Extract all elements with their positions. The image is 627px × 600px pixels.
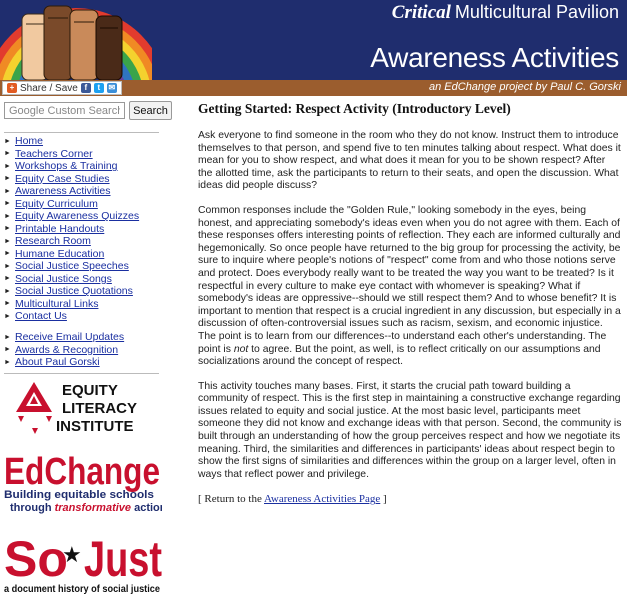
arrow-icon: ► [4, 225, 11, 233]
sidebar-item-handouts[interactable] [4, 223, 174, 236]
arrow-icon: ► [4, 333, 11, 341]
arrow-icon: ► [4, 312, 11, 320]
edchange-line1: Building equitable schools [4, 489, 154, 501]
arrow-icon: ► [4, 237, 11, 245]
nav-link[interactable]: Social Justice Quotations [15, 285, 133, 298]
edchange-logo[interactable] [4, 446, 162, 516]
sidebar-item-workshops[interactable] [4, 160, 174, 173]
raised-fists-logo [0, 0, 152, 80]
edchange-logo-mark [4, 446, 162, 516]
star-icon: ★ [62, 543, 82, 568]
sidebar-item-email-updates[interactable] [4, 331, 174, 344]
nav-link[interactable]: Multicultural Links [15, 297, 99, 310]
edchange-line2 [10, 502, 162, 514]
facebook-icon[interactable]: f [81, 83, 91, 93]
arrow-icon: ► [4, 137, 11, 145]
arrow-icon: ► [4, 212, 11, 220]
nav-link[interactable]: Awards & Recognition [15, 343, 119, 356]
paragraph-2-b: to agree. But the point, as well, is to reflect critically on our assumptions and socializations around the concept of respect. [198, 343, 601, 368]
paragraph-3: This activity touches many bases. First, it starts the crucial path toward building a community of respect. This is the first step in maintaining a constructive exchange regarding issues related to equity and social justice. At the most basic level, participants meet someone they did not know and exchange ideas with that person. Second, the community is built through an understanding of how the group perceives respect and how we negotiate its meaning. Third, the similarities and differences in participants' ideas about respect begin to show the first signs of similarities and differences within the group on a larger level, often in ways that reflect power and privilege. [198, 380, 622, 480]
equity-line2: LITERACY [62, 400, 137, 417]
share-icon: + [7, 83, 17, 93]
return-link[interactable]: Awareness Activities Page [264, 493, 381, 506]
sidebar-nav [4, 132, 174, 323]
sidebar-item-curriculum[interactable] [4, 198, 174, 211]
equity-line3: INSTITUTE [56, 418, 134, 435]
sidebar-item-quotations[interactable] [4, 285, 174, 298]
search-button[interactable]: Search [129, 101, 172, 120]
site-title [392, 2, 619, 24]
section-banner: Awareness Activities [370, 42, 619, 73]
equity-literacy-institute-logo[interactable] [4, 378, 162, 438]
nav-divider [4, 373, 159, 374]
share-label: Share / Save [20, 82, 78, 94]
sidebar-nav-secondary [4, 331, 174, 378]
sidebar-item-home[interactable] [4, 135, 174, 148]
sidebar-item-songs[interactable] [4, 273, 174, 286]
arrow-icon: ► [4, 275, 11, 283]
sojust-logo-mark [4, 522, 162, 598]
nav-link[interactable]: Research Room [15, 235, 91, 248]
sidebar-item-case-studies[interactable] [4, 173, 174, 186]
sidebar-item-awareness-activities[interactable] [4, 185, 174, 198]
tagline: an EdChange project by Paul C. Gorski [429, 81, 621, 93]
equity-logo-mark [4, 378, 162, 438]
paragraph-2-a: Common responses include the "Golden Rule," looking somebody in the eyes, being honest, and appreciating somebody's ideas even when you do not agree with them. Each of these responses offers interesting points of reflection. They each are informed culturally and hegemonically. So once people have returned to the big group for processing the activity, be sure to inquire where people's notions of "respect" come from and who those notions serve and protect. Does everybody really want to be treated the way you want to be treated? Is it respectful in every culture to make eye contact with whomever is speaking? What if somebody's ideas are oppressive--should we still respect them? And to whose benefit? It is important to mention that respect is a crucial ingredient in any discussion, but especially in a discussion of often-controversial issues such as racism, sexism, and economic injustice. The point is to learn from our differences--to understand each other's understanding. The point is [198, 204, 621, 355]
edchange-line2b: transformative [54, 502, 132, 514]
sidebar-item-links[interactable] [4, 298, 174, 311]
arrow-icon: ► [4, 187, 11, 195]
arrow-icon: ► [4, 346, 11, 354]
arrow-icon: ► [4, 175, 11, 183]
share-save-button[interactable] [2, 81, 122, 95]
return-prefix: [ Return to the [198, 493, 264, 506]
arrow-icon: ► [4, 358, 11, 366]
main-content [198, 101, 622, 505]
sidebar-item-contact[interactable] [4, 310, 174, 323]
arrow-icon: ► [4, 150, 11, 158]
sidebar-item-awards[interactable] [4, 344, 174, 357]
sidebar-item-research-room[interactable] [4, 235, 174, 248]
edchange-line2c: actio [134, 502, 160, 514]
arrow-icon: ► [4, 287, 11, 295]
nav-link[interactable]: About Paul Gorski [15, 356, 100, 369]
nav-link[interactable]: Equity Case Studies [15, 172, 110, 185]
edchange-line2a: through [10, 502, 55, 514]
page-title: Getting Started: Respect Activity (Introductory Level) [198, 101, 511, 116]
site-title-main: Multicultural Pavilion [454, 2, 619, 22]
arrow-icon: ► [4, 300, 11, 308]
nav-link[interactable]: Equity Curriculum [15, 197, 98, 210]
sojust-logo[interactable] [4, 522, 162, 598]
sojust-name-b: Just [84, 531, 162, 587]
site-header [0, 0, 627, 80]
edchange-name: EdChange [4, 451, 160, 493]
nav-link[interactable]: Teachers Corner [15, 147, 93, 160]
arrow-icon: ► [4, 250, 11, 258]
twitter-icon[interactable]: t [94, 83, 104, 93]
nav-link[interactable]: Humane Education [15, 247, 105, 260]
sojust-name-a: So [4, 531, 68, 587]
nav-divider [4, 132, 159, 133]
nav-link[interactable]: Printable Handouts [15, 222, 105, 235]
paragraph-2-emphasis: not [233, 343, 249, 355]
return-suffix: ] [380, 493, 387, 506]
nav-link[interactable]: Social Justice Speeches [15, 260, 129, 273]
sidebar-item-speeches[interactable] [4, 260, 174, 273]
sidebar-item-humane-education[interactable] [4, 248, 174, 261]
sidebar-item-about[interactable] [4, 356, 174, 369]
nav-link[interactable]: Social Justice Songs [15, 272, 112, 285]
paragraph-2 [198, 205, 622, 369]
paragraph-1: Ask everyone to find someone in the room who they do not know. Instruct them to introduce themselves to that person, and spend five to ten minutes talking about respect. What does it mean for you to show respect, and what does it mean for you to be shown respect? After the allotted time, ask the participants to return to their seats, and open the discussion. What ideas did people discuss? [198, 130, 621, 192]
sojust-line1: a document history of social justice [4, 583, 161, 595]
nav-link[interactable]: Home [15, 135, 44, 148]
nav-link[interactable]: Contact Us [15, 310, 67, 323]
email-icon[interactable]: ✉ [108, 83, 116, 92]
arrow-icon: ► [4, 200, 11, 208]
nav-link[interactable]: Awareness Activities [15, 185, 111, 198]
arrow-icon: ► [4, 262, 11, 270]
nav-link[interactable]: Workshops & Training [15, 160, 118, 173]
site-title-prefix: Critical [391, 2, 451, 23]
equity-line1: EQUITY [62, 382, 118, 399]
nav-link[interactable]: Receive Email Updates [15, 331, 125, 344]
sidebar-item-quizzes[interactable] [4, 210, 174, 223]
arrow-icon: ► [4, 162, 11, 170]
nav-link[interactable]: Equity Awareness Quizzes [15, 210, 140, 223]
return-line [198, 493, 622, 505]
search-input[interactable] [4, 102, 125, 119]
sidebar-item-teachers-corner[interactable] [4, 148, 174, 161]
